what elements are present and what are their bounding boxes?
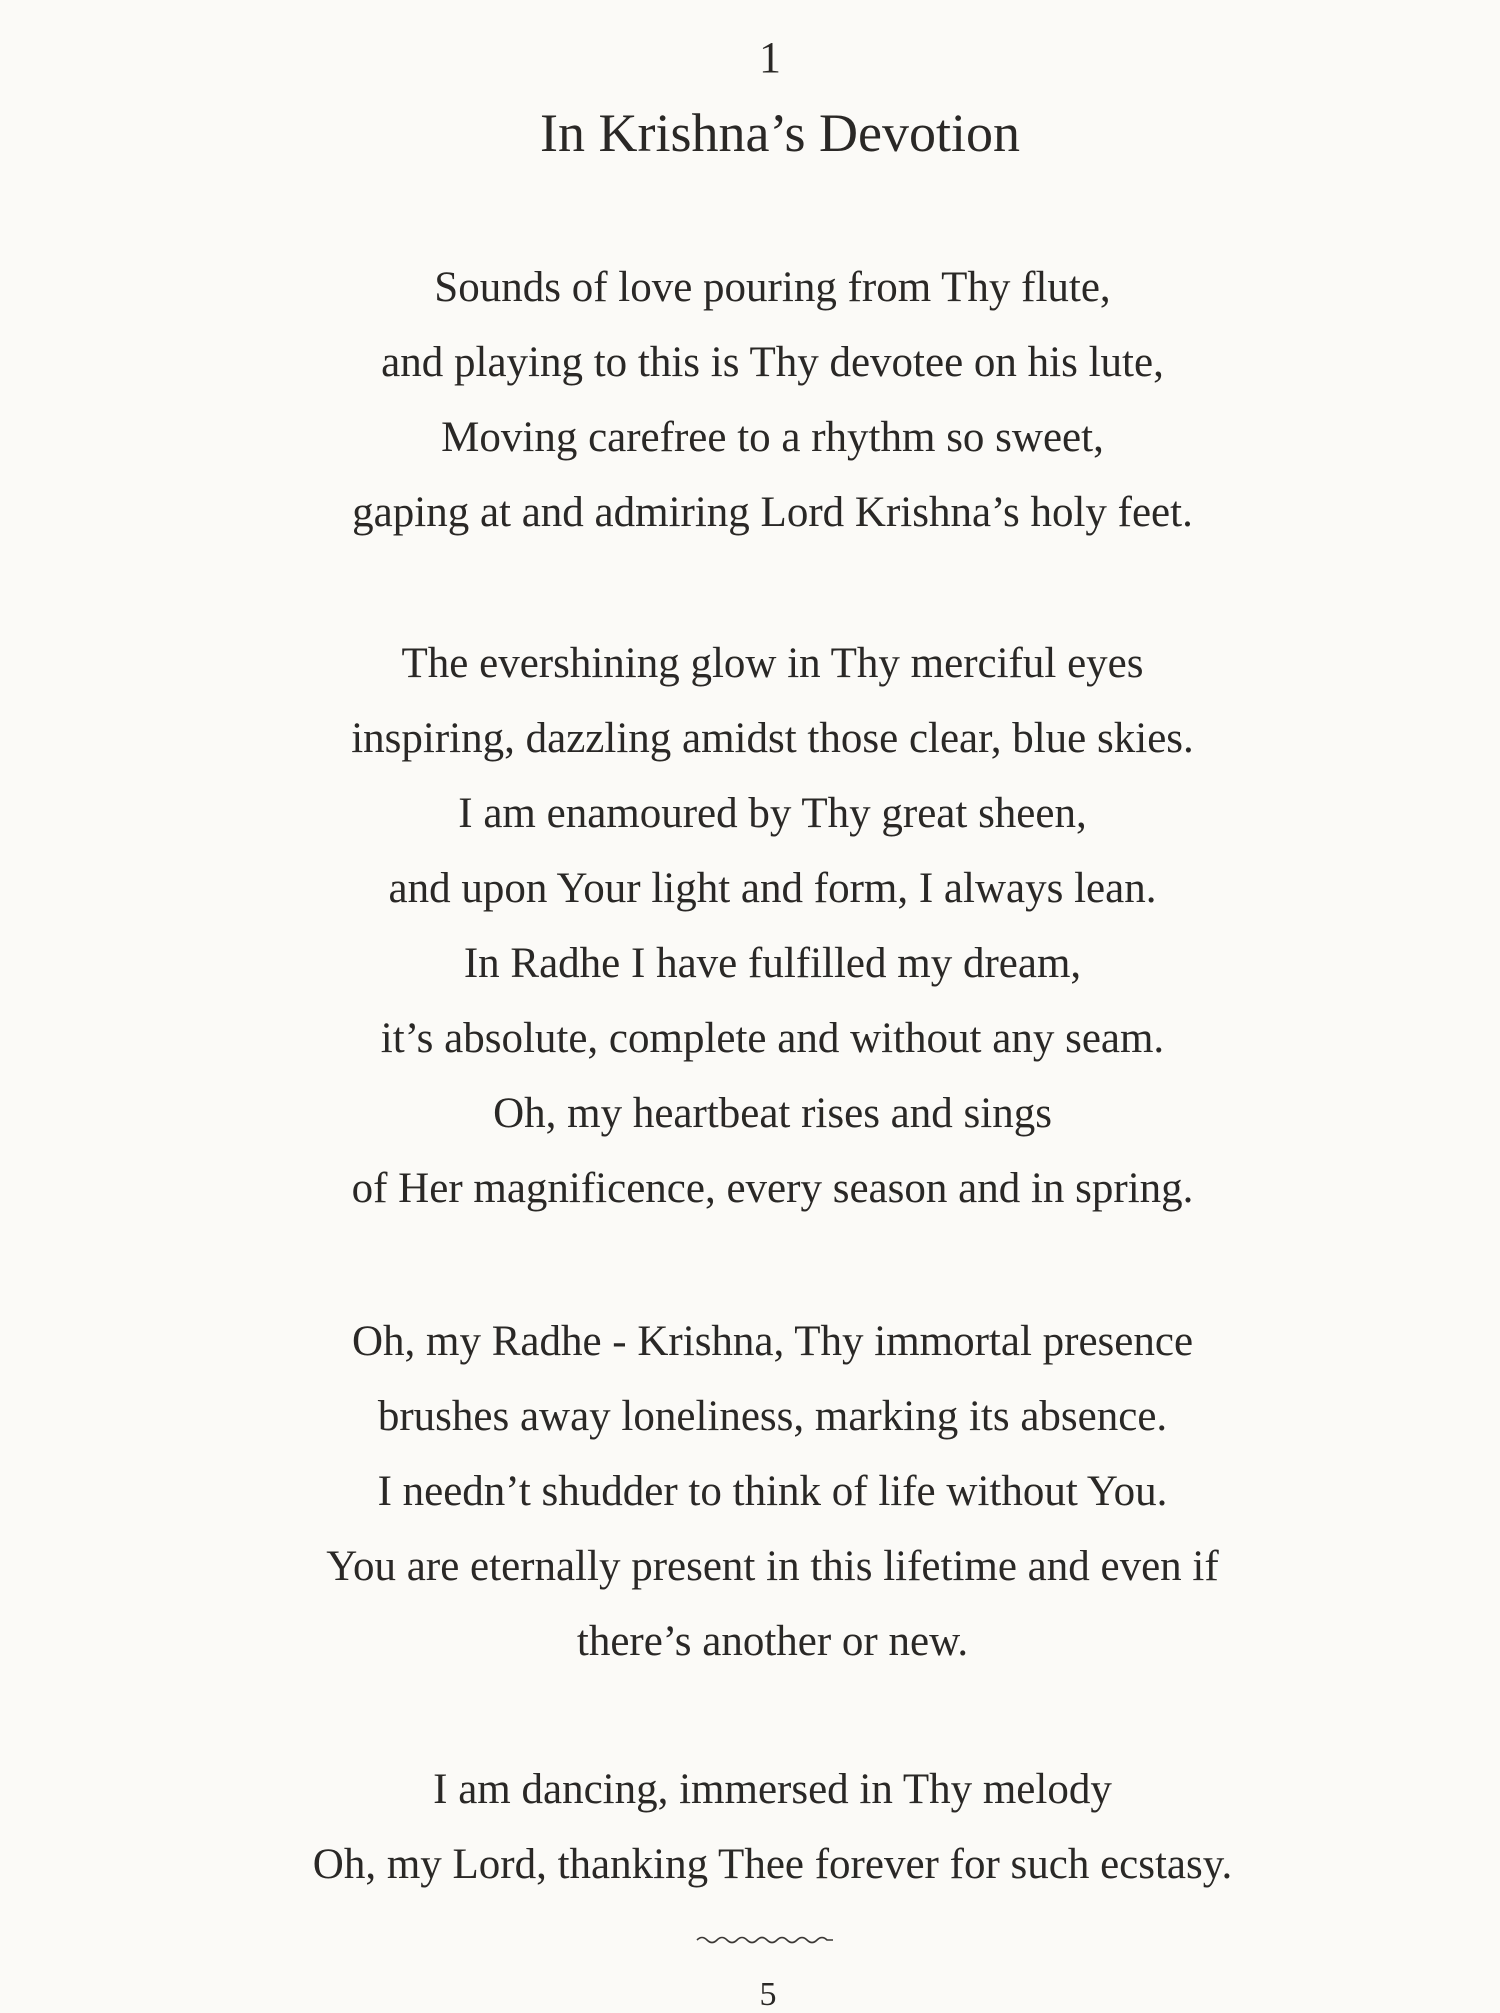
poem-line: I am enamoured by Thy great sheen, — [458, 790, 1087, 837]
poem-title: In Krishna’s Devotion — [540, 103, 1020, 163]
poem-line: Sounds of love pouring from Thy flute, — [434, 264, 1111, 311]
stanza-3 — [0, 1304, 1500, 1679]
stanza-2 — [0, 626, 1500, 1226]
stanza-4 — [0, 1752, 1500, 1902]
poem-line: Moving carefree to a rhythm so sweet, — [441, 414, 1104, 461]
poem-line: In Radhe I have fulfilled my dream, — [463, 940, 1082, 987]
stanza-1 — [0, 250, 1500, 550]
poem-line: and upon Your light and form, I always lean. — [388, 865, 1157, 912]
poem-line: it’s absolute, complete and without any seam. — [380, 1015, 1165, 1062]
poem-line: Oh, my Radhe - Krishna, Thy immortal presence — [351, 1318, 1194, 1365]
poem-line: and playing to this is Thy devotee on his lute, — [381, 339, 1164, 386]
poem-line: You are eternally present in this lifetime and even if — [326, 1543, 1219, 1590]
poem-line: The evershining glow in Thy merciful eyes — [401, 640, 1144, 687]
poem-line: I am dancing, immersed in Thy melody — [433, 1766, 1112, 1813]
poem-line: brushes away loneliness, marking its absence. — [377, 1393, 1168, 1440]
poem-line: inspiring, dazzling amidst those clear, blue skies. — [351, 715, 1194, 762]
poem-line: of Her magnificence, every season and in spring. — [351, 1165, 1194, 1212]
page-number: 5 — [759, 1976, 777, 2013]
poem-line: Oh, my Lord, thanking Thee forever for such ecstasy. — [312, 1841, 1233, 1888]
poem-line: I needn’t shudder to think of life without You. — [377, 1468, 1168, 1515]
poem-line: there’s another or new. — [576, 1618, 969, 1665]
poem-line: Oh, my heartbeat rises and sings — [493, 1090, 1052, 1137]
poem-line: gaping at and admiring Lord Krishna’s holy feet. — [352, 489, 1193, 536]
wave-ornament-icon — [695, 1932, 835, 1946]
poem-number: 1 — [759, 33, 781, 82]
